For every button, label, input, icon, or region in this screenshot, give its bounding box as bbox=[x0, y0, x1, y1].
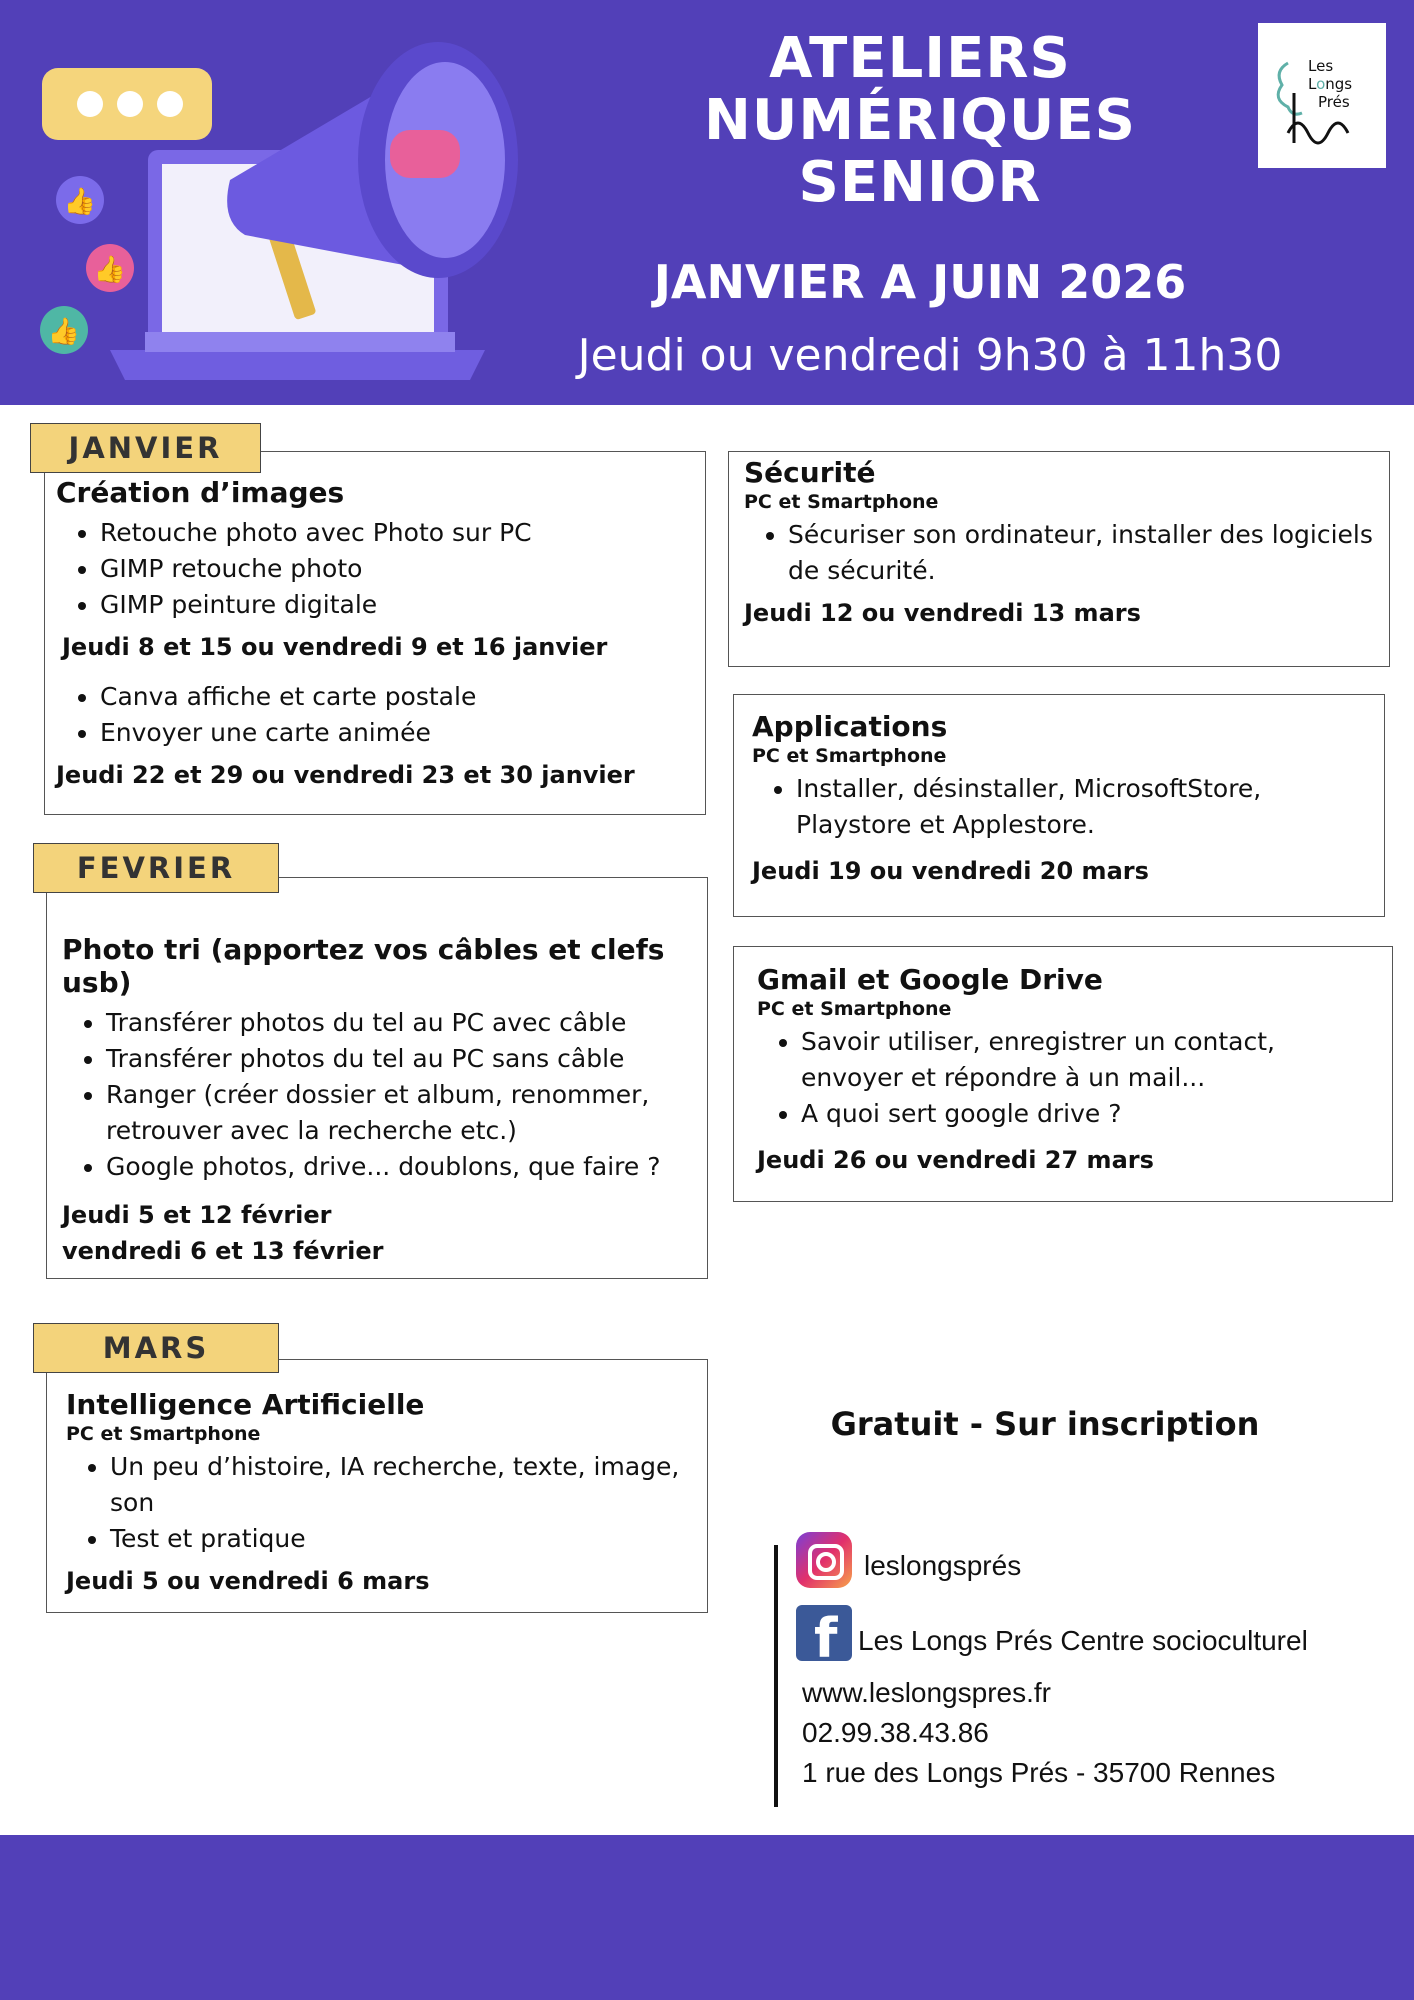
applications-title: Applications bbox=[752, 710, 948, 743]
svg-text:👍: 👍 bbox=[63, 186, 97, 216]
mars-title: Intelligence Artificielle bbox=[66, 1388, 425, 1421]
fevrier-content bbox=[62, 933, 692, 1269]
svg-text:👍: 👍 bbox=[47, 316, 81, 346]
date-range-subtitle: JANVIER A JUIN 2026 bbox=[653, 255, 1187, 309]
svg-text:👍: 👍 bbox=[93, 254, 127, 284]
janvier-title: Création d’images bbox=[56, 476, 345, 509]
megaphone-laptop-illustration bbox=[30, 20, 550, 390]
securite-date: Jeudi 12 ou vendredi 13 mars bbox=[744, 599, 1141, 627]
mars-content bbox=[66, 1388, 696, 1599]
fevrier-date-1: Jeudi 5 et 12 février bbox=[62, 1201, 332, 1229]
list-item: • Test et pratique bbox=[110, 1521, 696, 1557]
list-item: • GIMP peinture digitale bbox=[100, 587, 696, 623]
list-item: • Savoir utiliser, enregistrer un contact, envoyer et répondre à un mail... bbox=[801, 1024, 1377, 1096]
gmail-date: Jeudi 26 ou vendredi 27 mars bbox=[757, 1146, 1154, 1174]
janvier-date-2: Jeudi 22 et 29 ou vendredi 23 et 30 janvier bbox=[56, 761, 635, 789]
securite-title: Sécurité bbox=[744, 456, 876, 489]
fevrier-date-2: vendredi 6 et 13 février bbox=[62, 1237, 384, 1265]
gmail-title: Gmail et Google Drive bbox=[757, 963, 1103, 996]
instagram-icon[interactable] bbox=[796, 1532, 852, 1588]
facebook-page[interactable]: Les Longs Prés Centre socioculturel bbox=[858, 1625, 1308, 1656]
list-item: • Canva affiche et carte postale bbox=[100, 679, 696, 715]
list-item: • Sécuriser son ordinateur, installer des logiciels de sécurité. bbox=[788, 517, 1384, 589]
list-item: • Envoyer une carte animée bbox=[100, 715, 696, 751]
securite-subtitle: PC et Smartphone bbox=[744, 491, 939, 513]
title-line-3: SENIOR bbox=[798, 150, 1042, 215]
contact-divider bbox=[774, 1545, 778, 1807]
mars-tag: MARS bbox=[33, 1323, 279, 1373]
instagram-handle[interactable]: leslongsprés bbox=[864, 1550, 1022, 1581]
svg-text:Les: Les bbox=[1308, 57, 1334, 75]
fevrier-tag: FEVRIER bbox=[33, 843, 279, 893]
list-item: • Retouche photo avec Photo sur PC bbox=[100, 515, 696, 551]
facebook-icon[interactable]: f bbox=[796, 1605, 852, 1661]
janvier-date-1: Jeudi 8 et 15 ou vendredi 9 et 16 janvier bbox=[62, 633, 608, 661]
gratuit-text: Gratuit - Sur inscription bbox=[830, 1405, 1260, 1443]
title-line-1: ATELIERS bbox=[769, 26, 1071, 91]
applications-content bbox=[752, 710, 1372, 889]
schedule-text: Jeudi ou vendredi 9h30 à 11h30 bbox=[577, 330, 1283, 381]
address: 1 rue des Longs Prés - 35700 Rennes bbox=[802, 1757, 1276, 1788]
applications-date: Jeudi 19 ou vendredi 20 mars bbox=[752, 857, 1149, 885]
list-item: • Transférer photos du tel au PC avec câble bbox=[106, 1005, 692, 1041]
svg-text:Prés: Prés bbox=[1318, 93, 1350, 111]
website-link[interactable]: www.leslongspres.fr bbox=[802, 1677, 1051, 1708]
svg-text:Longs: Longs bbox=[1308, 75, 1353, 93]
mars-subtitle: PC et Smartphone bbox=[66, 1423, 261, 1445]
fevrier-title: Photo tri (apportez vos câbles et clefs usb) bbox=[62, 933, 665, 999]
list-item: • Un peu d’histoire, IA recherche, texte, image, son bbox=[110, 1449, 696, 1521]
phone-number: 02.99.38.43.86 bbox=[802, 1717, 989, 1748]
list-item: • Ranger (créer dossier et album, renommer, retrouver avec la recherche etc.) bbox=[106, 1077, 692, 1149]
securite-content bbox=[744, 456, 1384, 631]
mars-date: Jeudi 5 ou vendredi 6 mars bbox=[66, 1567, 430, 1595]
list-item: • Google photos, drive... doublons, que faire ? bbox=[106, 1149, 692, 1185]
gmail-content bbox=[757, 963, 1377, 1178]
footer-banner bbox=[0, 1835, 1414, 2000]
title-line-2: NUMÉRIQUES bbox=[704, 88, 1136, 153]
applications-subtitle: PC et Smartphone bbox=[752, 745, 947, 767]
janvier-tag: JANVIER bbox=[30, 423, 261, 473]
list-item: • GIMP retouche photo bbox=[100, 551, 696, 587]
janvier-content bbox=[56, 476, 696, 793]
list-item: • Transférer photos du tel au PC sans câble bbox=[106, 1041, 692, 1077]
gmail-subtitle: PC et Smartphone bbox=[757, 998, 952, 1020]
list-item: • Installer, désinstaller, MicrosoftStore, Playstore et Applestore. bbox=[796, 771, 1372, 843]
logo bbox=[1258, 23, 1386, 168]
list-item: • A quoi sert google drive ? bbox=[801, 1096, 1377, 1132]
